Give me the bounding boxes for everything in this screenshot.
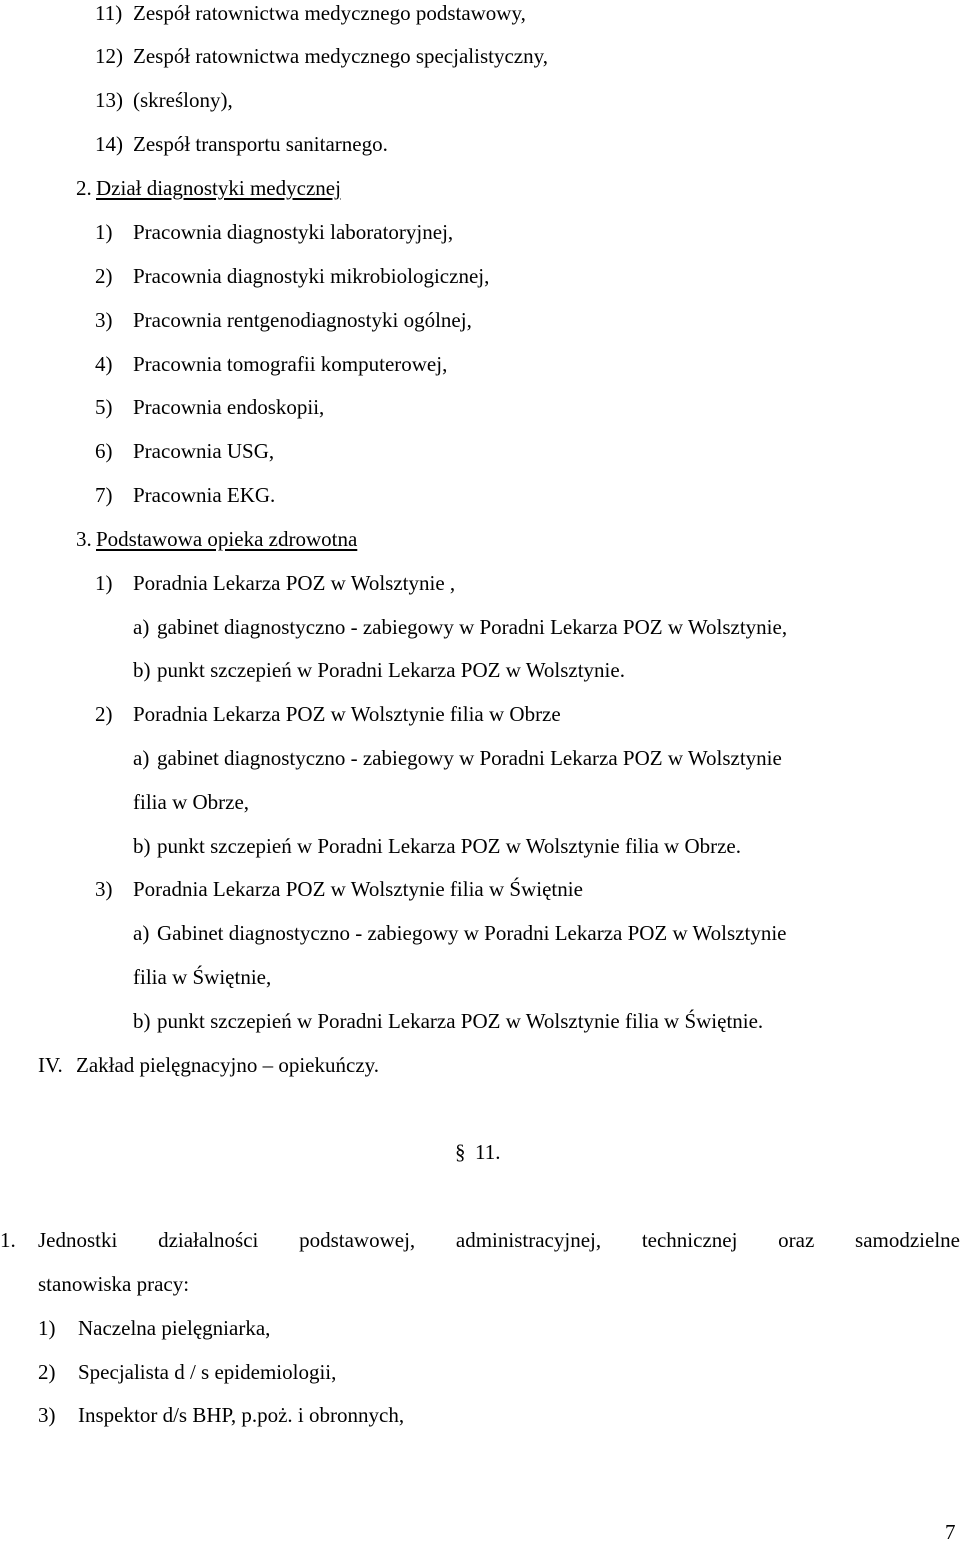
list-item: 1) Naczelna pielęgniarka,	[38, 1316, 271, 1340]
sub-list-item: a) Gabinet diagnostyczno - zabiegowy w Poradni Lekarza POZ w Wolsztynie	[133, 921, 787, 945]
list-item: 13) (skreślony),	[95, 88, 233, 112]
sub-list-item: b) punkt szczepień w Poradni Lekarza POZ w Wolsztynie.	[133, 658, 625, 682]
section-heading: IV. Zakład pielęgnacyjno – opiekuńczy.	[38, 1053, 380, 1077]
list-item: 3) Inspektor d/s BHP, p.poż. i obronnych,	[38, 1403, 405, 1427]
section-title: Podstawowa opieka zdrowotna	[96, 527, 358, 551]
page-number: 7	[945, 1520, 956, 1544]
sub-list-item-continuation: filia w Świętnie,	[133, 965, 272, 989]
list-item: 3) Pracownia rentgenodiagnostyki ogólnej,	[95, 308, 472, 332]
list-item: 14) Zespół transportu sanitarnego.	[95, 132, 388, 156]
paragraph-text-continuation: stanowiska pracy:	[38, 1272, 190, 1296]
paragraph-number: 1.	[0, 1228, 16, 1252]
list-item: 12) Zespół ratownictwa medycznego specjalistyczny,	[95, 44, 548, 68]
list-item: 3) Poradnia Lekarza POZ w Wolsztynie filia w Świętnie	[95, 877, 583, 901]
list-item: 1) Poradnia Lekarza POZ w Wolsztynie ,	[95, 571, 456, 595]
list-item: 2) Poradnia Lekarza POZ w Wolsztynie filia w Obrze	[95, 702, 561, 726]
sub-list-item: a) gabinet diagnostyczno - zabiegowy w Poradni Lekarza POZ w Wolsztynie	[133, 746, 782, 770]
list-item: 6) Pracownia USG,	[95, 439, 275, 463]
paragraph-text: Jednostki działalności podstawowej, administracyjnej, technicznej oraz samodzielne	[38, 1228, 960, 1252]
section-heading: 3. Podstawowa opieka zdrowotna	[76, 527, 358, 551]
paragraph-heading	[455, 1142, 500, 1163]
sub-list-item-continuation: filia w Obrze,	[133, 790, 250, 814]
sub-list-item: b) punkt szczepień w Poradni Lekarza POZ w Wolsztynie filia w Świętnie.	[133, 1009, 764, 1033]
sub-list-item: a) gabinet diagnostyczno - zabiegowy w Poradni Lekarza POZ w Wolsztynie,	[133, 615, 788, 639]
section-heading: 2. Dział diagnostyki medycznej	[76, 176, 341, 200]
paragraph-mark: §	[455, 1140, 466, 1164]
list-item: 1) Pracownia diagnostyki laboratoryjnej,	[95, 220, 454, 244]
paragraph-number: 11.	[475, 1140, 501, 1164]
list-item: 5) Pracownia endoskopii,	[95, 395, 325, 419]
list-item: 2) Pracownia diagnostyki mikrobiologicznej,	[95, 264, 490, 288]
section-title: Dział diagnostyki medycznej	[96, 176, 341, 200]
sub-list-item: b) punkt szczepień w Poradni Lekarza POZ w Wolsztynie filia w Obrze.	[133, 834, 741, 858]
list-item: 4) Pracownia tomografii komputerowej,	[95, 352, 448, 376]
list-item: 7) Pracownia EKG.	[95, 483, 276, 507]
list-item: 2) Specjalista d / s epidemiologii,	[38, 1360, 337, 1384]
list-item: 11) Zespół ratownictwa medycznego podstawowy,	[95, 1, 526, 25]
